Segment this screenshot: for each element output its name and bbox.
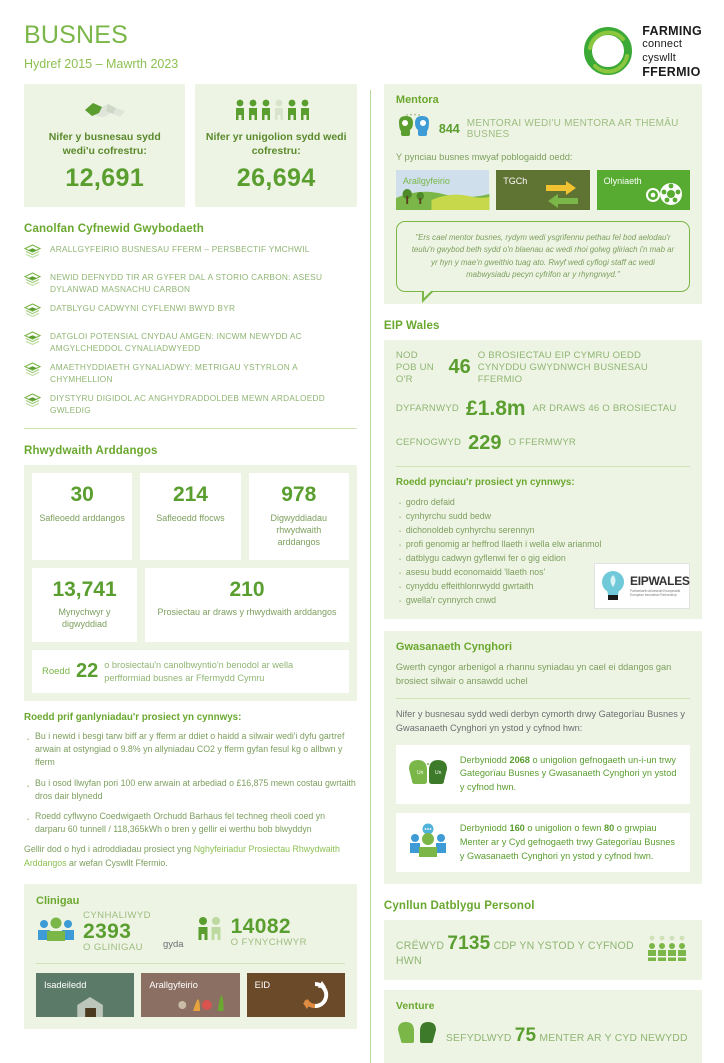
page-title: BUSNES [24, 21, 129, 49]
eip-logo-text: EIPWALES [630, 574, 690, 589]
eip-line3-number: 229 [468, 431, 502, 454]
pdp-number: 7135 [447, 933, 491, 955]
handshake-icon [32, 96, 177, 122]
kec-item-label: DIYSTYRU DIGIDOL AC ANGHYDRADDOLDEB MEWN ARDALOEDD GWLEDIG [50, 393, 325, 416]
clinics-held-label: CYNHALIWYD [83, 909, 151, 921]
mentoring-quote: "Ers cael mentor busnes, rydym wedi ysgrifennu pethau fel bod aelodau'r teulu'n gwybod beth sydd o'n blaenau ac wedi rhoi golwg gliriach i'n mab ar yr hyn y mae'n gweithio tuag ato. Rwyf wedi cyflogi staff ac wedi mabwysiadu pecyn cyfrifon ar y rhyngrwyd." [396, 221, 690, 292]
eip-line1-pre: NOD POB UN O'R [395, 350, 434, 385]
advisory-lead: Gwerth cyngor arbenigol a rhannu syniadau yn cael ei ddangos gan brosiect silwair o ansawdd uchel [395, 662, 672, 687]
cell-label: Safleoedd ffocws [156, 512, 225, 523]
pdp-heading: Cynllun Datblygu Personol [383, 900, 535, 913]
eip-line2-number: £1.8m [466, 396, 526, 420]
eip-heading: EIP Wales [383, 320, 440, 332]
quote-tail [422, 292, 433, 303]
farming-connect-logo [583, 24, 702, 79]
kec-item-label: AMAETHYDDIAETH GYNALIADWY: METRIGAU YSTYRLON A CHYMHELLION [50, 362, 298, 385]
page-header [0, 0, 724, 84]
mentoring-count-text: MENTORAI WEDI'U MENTORA AR THEMÂU BUSNES [466, 117, 679, 140]
eip-line-2 [396, 397, 690, 421]
stat-registered-individuals [195, 84, 356, 207]
clinic-tile-eid[interactable] [247, 973, 345, 1017]
note-number: 22 [76, 660, 99, 683]
clinics-with-label: gyda [162, 938, 184, 950]
eip-logo-sub: Partneriaeth Arloesedd Ewropeaidd European Innovation Partnership [630, 589, 681, 598]
cell-label: Safleoedd arddangos [39, 512, 125, 523]
group-meeting-icon [406, 823, 450, 862]
kec-item [24, 271, 357, 295]
advisory-card-text: Derbyniodd 160 o unigolion o fewn 80 o grwpiau Menter ar y Cyd gefnogaeth trwy Gategorïau Busnes y Gwasanaeth Cynghori yn ystod y cyfnod hwn. [459, 823, 675, 861]
demo-network-cell [249, 473, 349, 559]
cell-label: Mynychwyr y digwyddiad [58, 606, 111, 630]
logo-line-2: connect [642, 38, 683, 50]
two-heads-icon [406, 757, 450, 792]
mentoring-count-row [396, 114, 690, 143]
lightbulb-icon [600, 569, 626, 603]
clinics-tiles [36, 973, 345, 1017]
mentoring-quote-block [396, 221, 690, 292]
kec-list [24, 243, 357, 416]
layers-icon [24, 272, 41, 292]
cell-label: Digwyddiadau rhwydwaith arddangos [270, 512, 328, 547]
svg-text:Un: Un [416, 769, 424, 776]
mentoring-panel [384, 84, 702, 304]
stat-caption: Nifer y busnesau sydd wedi'u cofrestru: [48, 131, 161, 158]
content-columns [0, 84, 724, 1063]
eip-line1-post: O BROSIECTAU EIP CYMRU OEDD CYNYDDU GWYDNWCH BUSNESAU FFERMIO [477, 350, 648, 385]
demo-network-cell [145, 568, 349, 642]
left-column [24, 84, 357, 1063]
layers-icon [24, 362, 41, 382]
mentoring-tile-diversification[interactable] [396, 170, 489, 210]
svg-text:Un: Un [434, 769, 442, 776]
eip-line2-post: AR DRAWS 46 O BROSIECTAU [532, 402, 677, 414]
divider [396, 466, 690, 467]
mentoring-tile-succession[interactable] [597, 170, 690, 210]
demo-network-row-2 [32, 568, 349, 642]
mentoring-subtitle: Y pynciau busnes mwyaf poblogaidd oedd: [395, 152, 573, 162]
clinic-tile-diversification[interactable] [141, 973, 239, 1017]
clinics-attendees-value: 14082 [230, 914, 291, 938]
kec-item [24, 392, 357, 416]
demo-network-cell [140, 473, 240, 559]
kec-item [24, 361, 357, 385]
page-subtitle: Hydref 2015 – Mawrth 2023 [24, 56, 179, 71]
layers-icon [24, 303, 41, 323]
outcome-item: · Bu i osod llwyfan pori 100 erw arwain at arbediad o £16,875 mewn costau gwrtaith dros dair blynedd [24, 777, 357, 803]
demo-network-note [32, 650, 349, 693]
pdp-pre: CRËWYD [395, 940, 445, 953]
cell-number: 210 [229, 577, 265, 601]
cell-number: 13,741 [52, 577, 117, 601]
divider [396, 698, 690, 699]
demo-network-footer [24, 843, 357, 869]
people-rows-icon [646, 934, 690, 967]
venture-panel [384, 990, 702, 1063]
title-block [24, 22, 178, 71]
venture-post: MENTER AR Y CYD NEWYDD [539, 1032, 688, 1044]
demo-network-panel [24, 465, 357, 701]
layers-icon [24, 331, 41, 351]
clinics-panel [24, 884, 357, 1029]
kec-item-label: ARALLGYFEIRIO BUSNESAU FFERM – PERSBECTIF YMCHWIL [50, 244, 310, 255]
advisory-panel [384, 631, 702, 884]
cell-number: 978 [281, 483, 317, 507]
kec-item-label: DATBLYGU CADWYNI CYFLENWI BWYD BYR [50, 303, 236, 314]
cell-number: 30 [70, 483, 94, 507]
clinics-stats-row [36, 911, 345, 953]
clinic-tile-infrastructure[interactable] [36, 973, 134, 1017]
venture-heading: Venture [395, 1000, 435, 1013]
demo-network-row-1 [32, 473, 349, 559]
eip-line2-pre: DYFARNWYD [395, 402, 460, 414]
advisory-question: Nifer y busnesau sydd wedi derbyn cymorth drwy Gategorïau Busnes y Gwasanaeth Cynghori yn ystod y cyfnod hwn: [395, 709, 685, 733]
project-directory-link[interactable]: Nghyfeiriadur Prosiectau Rhwydwaith Arddangos [24, 844, 340, 868]
eip-topic-item: · asesu budd economaidd 'llaeth nos' [396, 565, 690, 579]
venture-text [446, 1025, 688, 1047]
two-minds-icon [396, 114, 432, 143]
pdp-panel [384, 920, 702, 980]
layers-icon [24, 244, 41, 264]
pdp-text [396, 933, 646, 967]
eip-line3-pre: CEFNOGWYD [395, 437, 462, 449]
kec-item [24, 330, 357, 354]
kec-heading: Canolfan Cyfnewid Gwybodaeth [24, 223, 204, 236]
eip-topic-item: · cynyddu effeithlonrwydd gwrtaith [396, 579, 690, 593]
advisory-card-joint-venture [396, 813, 690, 872]
demo-network-heading: Rhwydwaith Arddangos [24, 445, 158, 458]
clinics-attendees-unit: O FYNYCHWYR [230, 936, 307, 948]
two-heads-icon [396, 1020, 438, 1051]
stat-value: 12,691 [65, 164, 145, 193]
tile-label: Olyniaeth [603, 176, 642, 186]
divider [36, 963, 345, 964]
note-text: o brosiectau'n canolbwyntio'n benodol ar wella perfformiad busnes ar Ffermydd Cymru [104, 660, 294, 683]
clinics-held-value: 2393 [83, 919, 132, 943]
eip-topic-item: · gwella'r cynnyrch cnwd [396, 593, 690, 607]
layers-icon [24, 393, 41, 413]
tile-label: Isadeiledd [44, 979, 87, 990]
stat-value: 26,694 [236, 164, 316, 193]
kec-item-label: DATGLOI POTENSIAL CNYDAU AMGEN: INCWM NEWYDD AC AMGYLCHEDDOL CYNALIADWYEDD [50, 331, 302, 354]
outcome-item: · Roedd cyflwyno Coedwigaeth Orchudd Barhaus fel techneg rheoli coed yn darparu 60 tunnell / 118,365kWh o bren y gellir ei werthu bob blwyddyn [24, 810, 357, 836]
advisory-card-text: Derbyniodd 2068 o unigolion gefnogaeth un-i-un trwy Gategorïau Busnes y Gwasanaeth Cynghori yn ystod y cyfnod hwn. [459, 754, 677, 793]
demo-network-cell [32, 473, 132, 559]
swirl-logo-icon [583, 26, 633, 76]
tile-label: TGCh [503, 176, 528, 186]
column-divider [370, 90, 371, 1063]
venture-row [396, 1020, 690, 1051]
eip-topics-block [396, 495, 690, 608]
cell-label: Prosiectau ar draws y rhwydwaith arddangos [157, 606, 337, 617]
clinic-group-icon [36, 915, 76, 948]
right-column [384, 84, 702, 1063]
kec-item-label: NEWID DEFNYDD TIR AR GYFER DAL A STORIO CARBON: ASESU DYLANWAD MASNACHU CARBON [50, 272, 323, 295]
clinics-attendees-stack [231, 916, 307, 948]
clinics-held-unit: O GLINIGAU [83, 941, 143, 953]
kec-item [24, 302, 357, 323]
footer-pre: Gellir dod o hyd i adroddiadau prosiect yng [24, 844, 194, 855]
eip-topic-item: · cynhyrchu sudd bedw [396, 509, 690, 523]
eip-topic-item: · profi genomig ar heffrod llaeth i wella elw arianmol [396, 537, 690, 551]
cell-number: 214 [172, 483, 208, 507]
eip-panel [384, 340, 702, 619]
logo-line-3: cyswllt [642, 52, 677, 65]
logo-line-1: FARMING [642, 24, 702, 38]
venture-number: 75 [514, 1024, 537, 1046]
demo-network-cell [32, 568, 137, 642]
outcome-item: · Bu i newid i besgi tarw biff ar y fferm ar ddiet o haidd a silwair wedi'i dyfu gartref arwain at ostyngiad o 9.8% yn allyniadau CO2 y fferm gyfan fesul kg o allbwn y fferm [24, 730, 357, 770]
clinics-heading: Clinigau [36, 894, 80, 907]
top-stats-row [24, 84, 357, 207]
tile-label: Arallgyfeirio [402, 176, 450, 186]
logo-line-4: FFERMIO [642, 64, 701, 79]
tile-label: Arallgyfeirio [149, 979, 198, 990]
eip-topic-item: · dichonoldeb cynhyrchu serennyn [396, 523, 690, 537]
stat-registered-businesses [24, 84, 185, 207]
stat-caption: Nifer yr unigolion sydd wedi cofrestru: [205, 131, 347, 158]
mentoring-count: 844 [438, 121, 460, 136]
eip-line-1 [396, 350, 690, 386]
people-group-icon [203, 96, 348, 122]
two-people-icon [196, 916, 224, 947]
note-lead: Roedd [42, 666, 70, 678]
venture-pre: SEFYDLWYD [445, 1032, 512, 1044]
eip-wales-logo [594, 563, 690, 609]
advisory-card-one-to-one [396, 745, 690, 804]
clinics-held-stack [83, 911, 151, 953]
tile-label: EID [254, 979, 271, 990]
kec-item [24, 243, 357, 264]
mentoring-tile-ict[interactable] [496, 170, 589, 210]
eip-topics-heading: Roedd pynciau'r prosiect yn cynnwys: [395, 476, 575, 488]
advisory-heading: Gwasanaeth Cynghori [395, 641, 513, 654]
divider [24, 428, 357, 429]
eip-topic-item: · datblygu cadwyn gyflenwi fer o gig eidion [396, 551, 690, 565]
outcomes-heading: Roedd prif ganlyniadau'r prosiect yn cynnwys: [24, 712, 242, 724]
eip-line3-post: O FFERMWYR [508, 437, 577, 449]
pdp-post: CDP YN YSTOD Y CYFNOD HWN [395, 940, 634, 968]
footer-post: ar wefan Cyswllt Ffermio. [66, 857, 168, 868]
eip-topic-item: · godro defaid [396, 495, 690, 509]
eip-line-3 [396, 432, 690, 455]
logo-wordmark [642, 24, 702, 79]
eip-line1-number: 46 [448, 356, 471, 379]
mentoring-heading: Mentora [395, 94, 439, 106]
outcomes-list [24, 730, 357, 836]
mentoring-topic-tiles [396, 170, 690, 210]
